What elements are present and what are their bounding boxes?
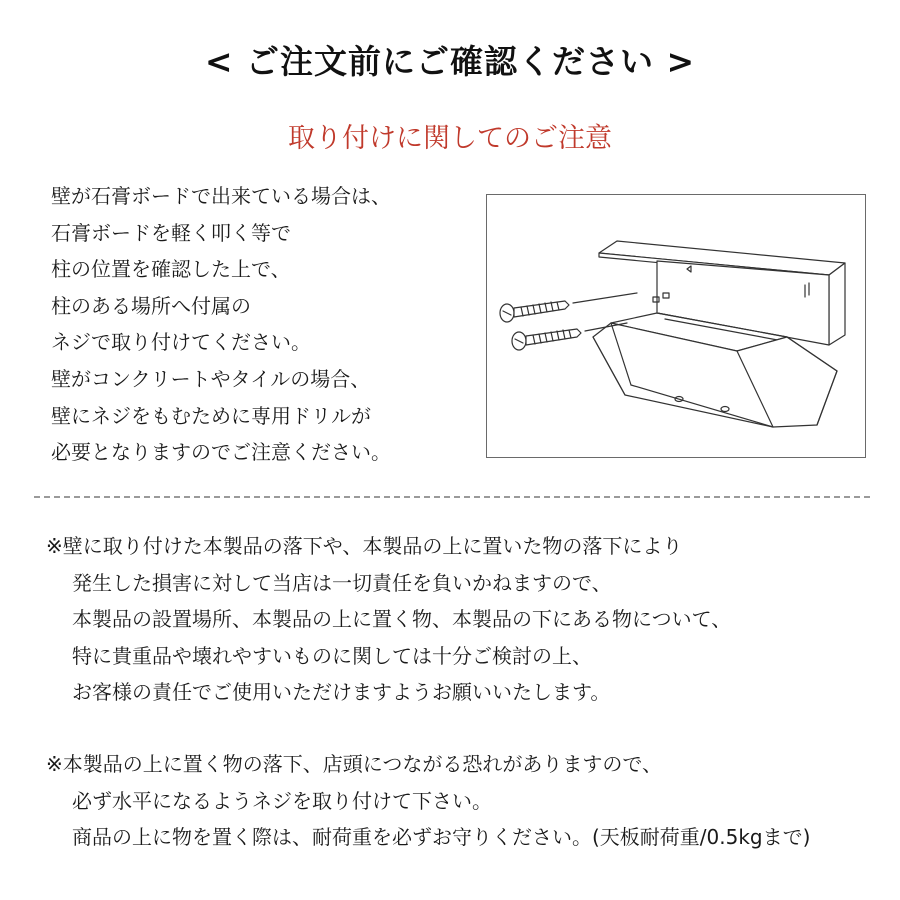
load-limit-note	[46, 746, 886, 856]
note-line: 商品の上に物を置く際は、耐荷重を必ずお守りください。(天板耐荷重/0.5kgまで)	[72, 825, 811, 849]
instruction-line: 壁がコンクリートやタイルの場合、	[51, 366, 371, 391]
installation-instructions	[51, 178, 471, 471]
instruction-line: 壁が石膏ボードで出来ている場合は、	[51, 184, 391, 208]
wall-shelf-screw-illustration-icon	[487, 195, 865, 457]
instruction-line: 柱のある場所へ付属の	[51, 293, 251, 318]
note-line: 本製品の設置場所、本製品の上に置く物、本製品の下にある物について、	[72, 607, 732, 631]
page-title: < ご注文前にご確認ください >	[204, 42, 696, 81]
instruction-line: ネジで取り付けてください。	[51, 330, 311, 355]
instruction-line: 壁にネジをもむために専用ドリルが	[51, 403, 371, 428]
note-line: 特に貴重品や壊れやすいものに関しては十分ご検討の上、	[72, 643, 592, 668]
instruction-line: 必要となりますのでご注意ください。	[51, 440, 391, 465]
instruction-line: 柱の位置を確認した上で、	[51, 257, 291, 282]
note-line: ※壁に取り付けた本製品の落下や、本製品の上に置いた物の落下により	[46, 534, 683, 558]
disclaimer-note	[46, 528, 886, 711]
illustration-frame	[486, 194, 866, 458]
instruction-line: 石膏ボードを軽く叩く等で	[51, 220, 291, 245]
note-line: お客様の責任でご使用いただけますようお願いいたします。	[72, 680, 611, 704]
dashed-divider	[34, 496, 870, 498]
note-line: 必ず水平になるようネジを取り付けて下さい。	[72, 788, 492, 813]
note-line: ※本製品の上に置く物の落下、店頭につながる恐れがありますので、	[46, 752, 662, 776]
note-line: 発生した損害に対して当店は一切責任を負いかねますので、	[72, 570, 612, 595]
section-heading: 取り付けに関してのご注意	[288, 123, 612, 154]
